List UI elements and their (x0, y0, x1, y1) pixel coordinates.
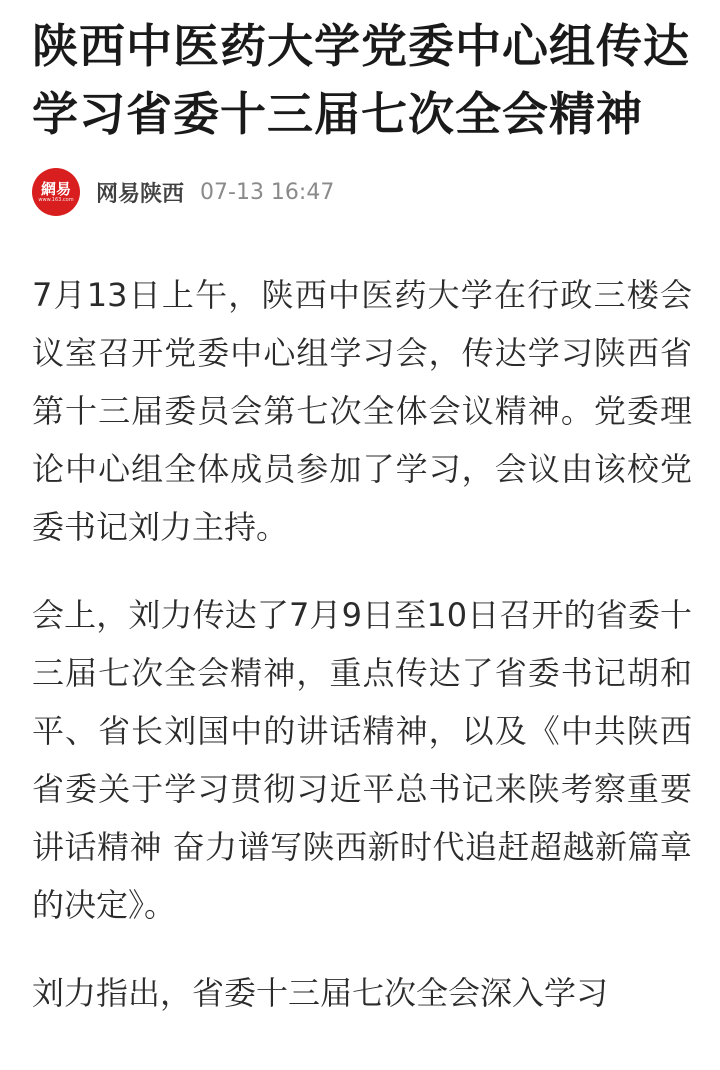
publish-time: 07-13 16:47 (200, 179, 335, 205)
logo-text: 網易 (40, 180, 71, 198)
article-title: 陕西中医药大学党委中心组传达学习省委十三届七次全会精神 (32, 19, 690, 141)
article-paragraph: 7月13日上午，陕西中医药大学在行政三楼会议室召开党委中心组学习会，传达学习陕西省第十三届委员会第七次全体会议精神。党委理论中心组全体成员参加了学习，会议由该校党委书记刘力主持。 (32, 276, 692, 546)
article-body (32, 266, 692, 1022)
logo-subtext: www.163.com (38, 197, 74, 203)
article-paragraph: 会上，刘力传达了7月9日至10日召开的省委十三届七次全会精神，重点传达了省委书记胡和平、省长刘国中的讲话精神，以及《中共陕西省委关于学习贯彻习近平总书记来陕考察重要讲话精神 奋力谱写陕西新时代追赶超越新篇章的决定》。 (32, 596, 692, 924)
article-meta (32, 168, 692, 216)
netease-logo-icon[interactable] (32, 168, 80, 216)
source-name[interactable]: 网易陕西 (96, 181, 185, 207)
article-paragraph: 刘力指出，省委十三届七次全会深入学习 (32, 974, 609, 1012)
